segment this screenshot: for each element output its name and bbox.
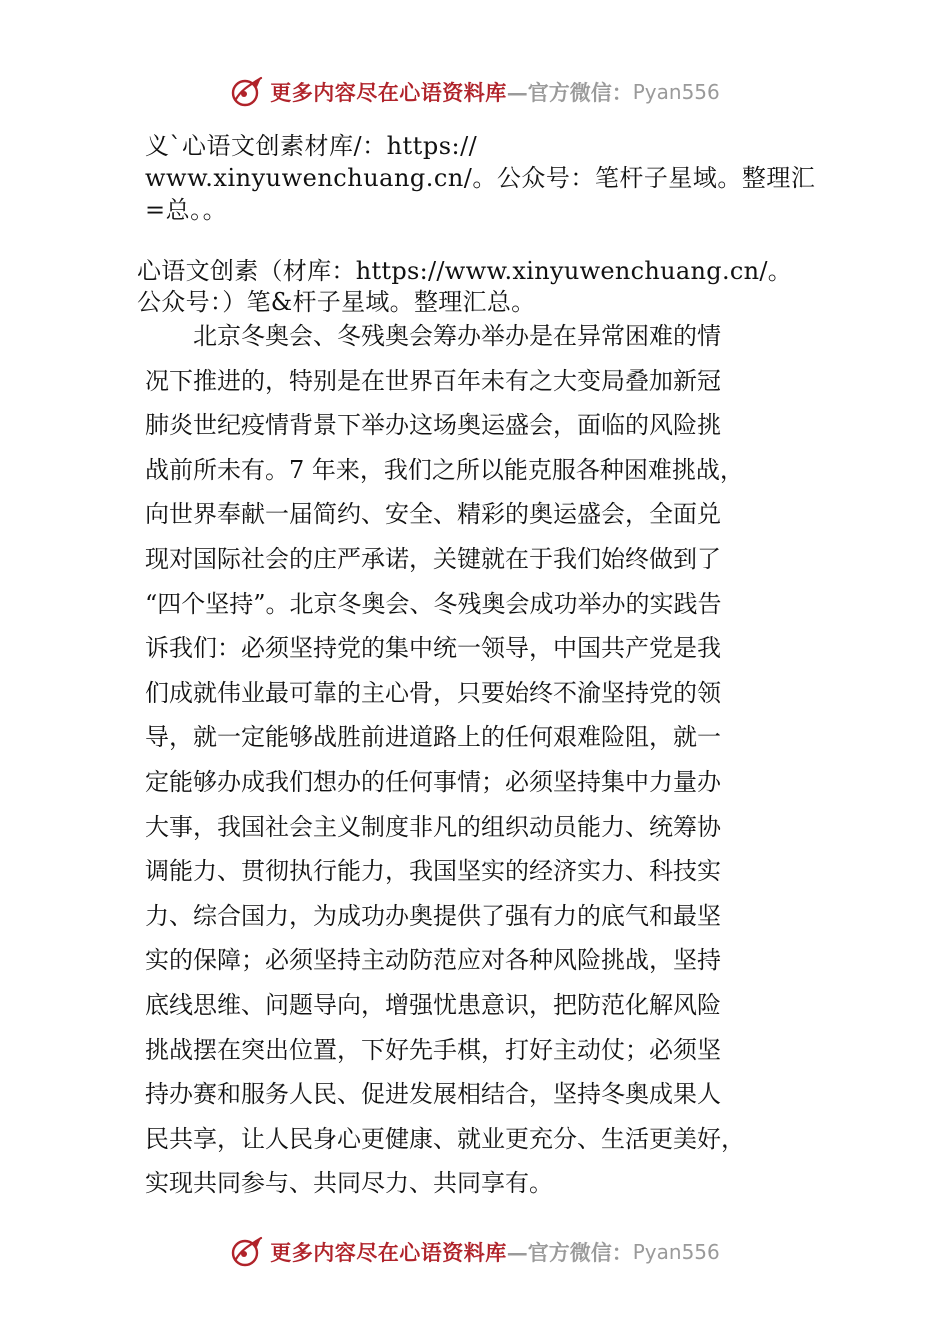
source-note <box>137 256 837 318</box>
paragraph-line: “四个坚持”。北京冬奥会、冬残奥会成功举办的实践告 <box>145 589 722 618</box>
paragraph-line: 挑战摆在突出位置，下好先手棋，打好主动仗；必须坚 <box>145 1035 721 1064</box>
paragraph-line: 实现共同参与、共同尽力、共同享有。 <box>145 1169 553 1198</box>
paragraph-line: 实的保障；必须坚持主动防范应对各种风险挑战，坚持 <box>145 946 721 975</box>
paragraph-line: 战前所未有。7 年来，我们之所以能克服各种困难挑战， <box>145 455 744 484</box>
watermark-red-text: 更多内容尽在心语资料库 <box>270 80 507 105</box>
watermark-wechat-id: Pyan556 <box>632 80 720 104</box>
paragraph-line: 诉我们：必须坚持党的集中统一领导，中国共产党是我 <box>145 634 721 663</box>
paragraph-line: 现对国际社会的庄严承诺，关键就在于我们始终做到了 <box>145 544 721 573</box>
header-line: 义`心语文创素材库/：https:// <box>145 132 478 160</box>
paragraph-line: 民共享，让人民身心更健康、就业更充分、生活更美好， <box>145 1124 745 1153</box>
header-source-text <box>145 130 835 226</box>
header-line: www.xinyuwenchuang.cn/。公众号：笔杆子星域。整理汇 <box>145 164 816 192</box>
source-line: 心语文创素（材库：https://www.xinyuwenchuang.cn/。 <box>137 257 793 285</box>
paragraph-line: 力、综合国力，为成功办奥提供了强有力的底气和最坚 <box>145 901 721 930</box>
paragraph-line: 北京冬奥会、冬残奥会筹办举办是在异常困难的情 <box>145 322 721 350</box>
paragraph-line: 们成就伟业最可靠的主心骨，只要始终不渝坚持党的领 <box>145 678 721 707</box>
paragraph-line: 况下推进的，特别是在世界百年未有之大变局叠加新冠 <box>145 366 721 395</box>
watermark-gray-text: 官方微信： <box>527 80 633 105</box>
header-line: =总。。 <box>145 196 228 224</box>
watermark-gray-text: 官方微信： <box>527 1240 633 1265</box>
watermark-red-text: 更多内容尽在心语资料库 <box>270 1240 507 1265</box>
brush-logo-icon <box>230 75 264 109</box>
paragraph-line: 向世界奉献一届简约、安全、精彩的奥运盛会，全面兑 <box>145 500 721 529</box>
paragraph-line: 导，就一定能够战胜前进道路上的任何艰难险阻，就一 <box>145 723 721 752</box>
header-watermark <box>0 70 950 114</box>
watermark-dash: — <box>506 79 528 105</box>
paragraph-line: 定能够办成我们想办的任何事情；必须坚持集中力量办 <box>145 767 721 796</box>
paragraph-line: 肺炎世纪疫情背景下举办这场奥运盛会，面临的风险挑 <box>145 411 721 440</box>
body-paragraph <box>145 314 810 1206</box>
paragraph-line: 调能力、贯彻执行能力，我国坚实的经济实力、科技实 <box>145 857 721 886</box>
source-line: 公众号：）笔&杆子星域。整理汇总。 <box>137 288 536 316</box>
watermark-wechat-id: Pyan556 <box>632 1240 720 1264</box>
footer-watermark <box>0 1230 950 1274</box>
paragraph-line: 底线思维、问题导向，增强忧患意识，把防范化解风险 <box>145 990 721 1019</box>
paragraph-line: 持办赛和服务人民、促进发展相结合，坚持冬奥成果人 <box>145 1080 721 1109</box>
brush-logo-icon <box>230 1235 264 1269</box>
watermark-dash: — <box>506 1239 528 1265</box>
paragraph-line: 大事，我国社会主义制度非凡的组织动员能力、统筹协 <box>145 812 721 841</box>
